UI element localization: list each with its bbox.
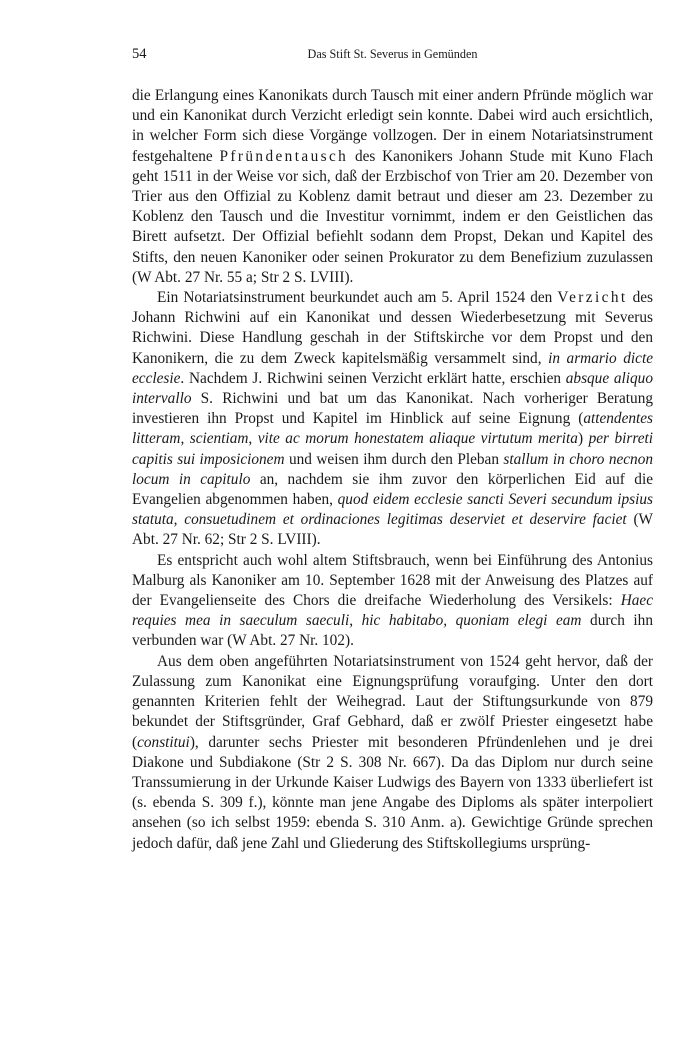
text-run: des Johann Richwini auf ein Kanonikat und dessen Wiederbesetzung mit Severus Richwini. Diese Handlung geschah in der Stiftskirche vor dem Propst und den Kanonikern, die zu dem Zweck kapitelsmäßig versammelt sind, [132, 289, 653, 367]
text-run: Es entspricht auch wohl altem Stiftsbrauch, wenn bei Einführung des Antonius Malburg als Kanoniker am 10. September 1628 mit der Anweisung des Platzes auf der Evangelienseite des Chors die dreifache Wiederholung des Versikels: [132, 551, 653, 610]
latin-quotation: Haec requies mea in saeculum saeculi, hic habitabo, quoniam elegi eam [132, 592, 653, 630]
spaced-term: Pfründentausch [219, 147, 349, 165]
latin-quotation: per birreti capitis sui imposicionem [132, 430, 654, 468]
book-page [132, 38, 653, 854]
paragraph [132, 288, 653, 551]
text-run: an, nachdem sie ihm zuvor den körperlichen Eid auf die Evangelien abgenommen haben, [132, 470, 653, 509]
text-run: S. Richwini und bat um das Kanonikat. Nach vorheriger Beratung investieren ihn Propst und Kapitel im Hinblick auf seine Eignung ( [132, 390, 653, 428]
text-run: durch ihn verbunden war (W Abt. 27 Nr. 102). [132, 612, 653, 650]
latin-quotation: constitui [137, 733, 190, 751]
body-text [132, 86, 653, 854]
paragraph [132, 86, 653, 288]
paragraph [132, 551, 653, 652]
paragraph [132, 652, 653, 854]
text-run: des Kanonikers Johann Stude mit Kuno Flach geht 1511 in der Weise vor sich, daß der Erzbischof von Trier am 20. Dezember von Trier aus den Offizial zu Koblenz damit betraut und dieser am 23. Dezember zu Koblenz den Tausch und die Investitur vornimmt, indem er den Geistlichen das Birett aufsetzt. Der Offizial befiehlt sodann dem Propst, Dekan und Kapitel des Stifts, den neuen Kanoniker oder seinen Prokurator zu dem Benefizium zuzulassen (W Abt. 27 Nr. 55 a; Str 2 S. LVIII). [132, 147, 653, 286]
latin-quotation: attendentes litteram, scientiam, vite ac morum honestatem aliaque virtutum merita [132, 410, 653, 448]
page-header [132, 38, 653, 64]
text-run: . Nachdem J. Richwini seinen Verzicht erklärt hatte, erschien [180, 369, 566, 387]
latin-quotation: in armario dicte ecclesie [132, 349, 653, 387]
running-head: Das Stift St. Severus in Gemünden [307, 47, 478, 61]
latin-quotation: stallum in choro necnon locum in capitulo [132, 450, 653, 488]
text-run: Aus dem oben angeführten Notariatsinstrument von 1524 geht hervor, daß der Zulassung zum Kanonikat eine Eignungsprüfung voraufging. Unter den dort genannten Kriterien fehlt der Weihegrad. Laut der Stiftungsurkunde von 879 bekundet der Stiftsgründer, Graf Gebhard, daß er zwölf Priester eingesetzt habe ( [132, 652, 653, 751]
spaced-term: Verzicht [557, 289, 628, 307]
latin-quotation: quod eidem ecclesie sancti Severi secundum ipsius statuta, consuetudinem et ordinaciones legitimas deserviet et deservire faciet [132, 491, 653, 529]
text-run: und weisen ihm durch den Pleban [284, 450, 504, 468]
latin-quotation: absque aliquo intervallo [132, 369, 653, 408]
text-run: die Erlangung eines Kanonikats durch Tausch mit einer andern Pfründe möglich war und ein Kanonikat durch Verzicht erledigt sein konnte. Dabei wird auch ersichtlich, in welcher Form sich diese Vorgänge vollzogen. Der in einem Notariatsinstrument festgehaltene [132, 87, 653, 165]
text-run: Ein Notariatsinstrument beurkundet auch am 5. April 1524 den [157, 289, 558, 307]
text-run: (W Abt. 27 Nr. 62; Str 2 S. LVIII). [132, 511, 653, 549]
page-number: 54 [132, 46, 147, 62]
text-run: ), darunter sechs Priester mit besonderen Pfründenlehen und je drei Diakone und Subdiakone (Str 2 S. 308 Nr. 667). Da das Diplom nur durch seine Transsumierung in der Urkunde Kaiser Ludwigs des Bayern von 1333 überliefert ist (s. ebenda S. 309 f.), könnte man jene Angabe des Diploms als später interpoliert ansehen (so ich selbst 1959: ebenda S. 310 Anm. a). Gewichtige Gründe sprechen jedoch dafür, daß jene Zahl und Gliederung des Stiftskollegiums ursprüng- [132, 733, 653, 852]
text-run: ) [577, 430, 589, 448]
